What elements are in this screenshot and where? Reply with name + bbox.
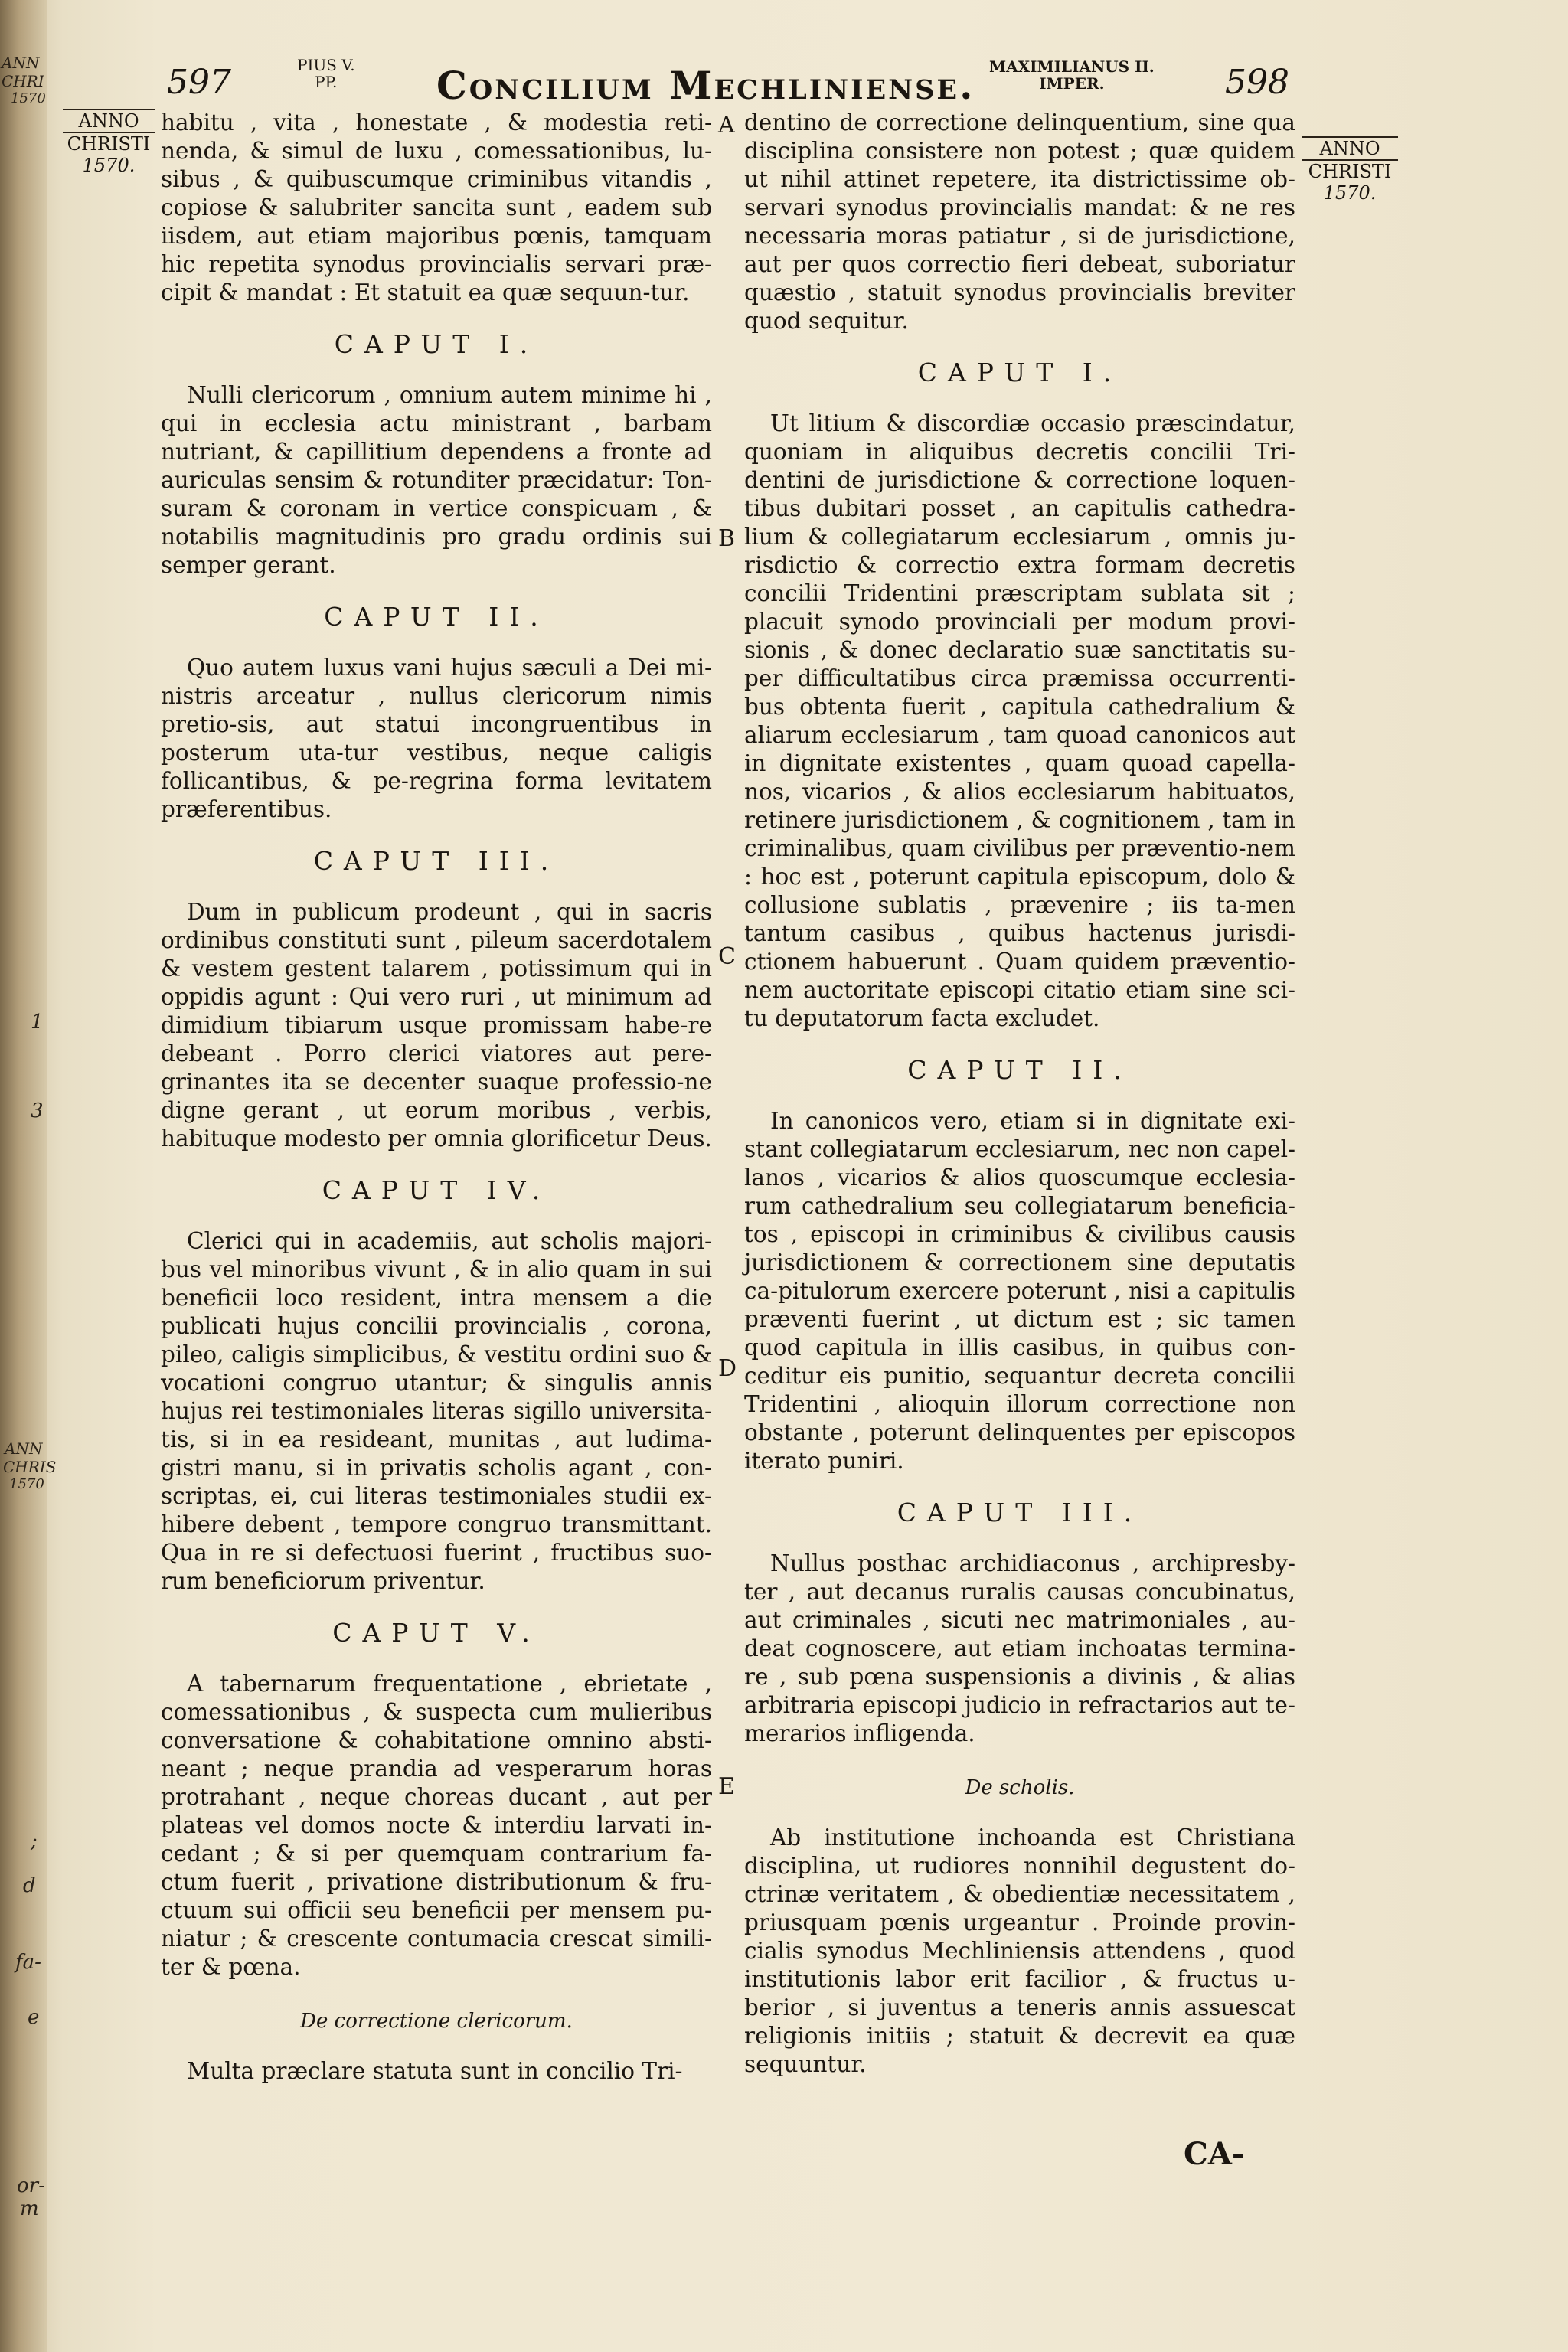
left-chapter-5-heading: CAPUT V. xyxy=(332,1618,541,1648)
edge-fragment: ; xyxy=(31,1830,38,1853)
left-closing-line: Multa præclare statuta sunt in concilio Tri- xyxy=(187,2058,683,2084)
left-intro-paragraph: habitu , vita , honestate , & modestia reti-nenda, & simul de luxu , comessationibus, lu-sibus , & quibuscumque criminibus vitandis , copiose & salubriter sancita sunt , eadem sub iisdem, aut etiam majoribus pœnis, tamquam hic repetita synodus provincialis servari præ-cipit & mandat : Et statuit ea quæ sequun-tur. xyxy=(161,109,712,305)
edge-fragment: or- xyxy=(17,2174,45,2197)
page-number-right: 598 xyxy=(1225,63,1289,102)
right-chapter-2-heading: CAPUT II. xyxy=(907,1055,1132,1085)
edge-fragment: 1 xyxy=(31,1011,44,1034)
year-word: ANNO xyxy=(1302,136,1398,161)
left-chapter-1-heading: CAPUT I. xyxy=(334,329,539,359)
edge-fragment: fa- xyxy=(15,1951,41,1974)
catchword: CA- xyxy=(1184,2136,1245,2172)
pope-label xyxy=(297,57,355,90)
edge-fragment: e xyxy=(28,2006,40,2029)
edge-fragment: ANN xyxy=(2,54,40,72)
edge-fragment: 1570 xyxy=(11,90,46,106)
edge-fragment: 3 xyxy=(31,1099,44,1122)
year-era: CHRISTI xyxy=(67,133,151,155)
year-number: 1570. xyxy=(82,155,136,176)
right-intro-paragraph: dentino de correctione delinquentium, sine qua disciplina consistere non potest ; quæ quidem ut nihil attinet repetere, ita districtissime ob-servari synodus provincialis mandat: & ne res necessaria moras patiatur , si de jurisdictione, aut per quos correctio fieri debeat, suboriatur quæstio , statuit synodus provincialis breviter quod sequitur. xyxy=(744,109,1295,334)
edge-fragment: m xyxy=(20,2197,39,2220)
pope-line-1: PIUS V. xyxy=(297,56,355,74)
margin-letter-b: B xyxy=(718,525,736,552)
left-chapter-2-heading: CAPUT II. xyxy=(324,602,549,632)
margin-letter-a: A xyxy=(718,112,735,139)
edge-fragment: CHRI xyxy=(2,72,44,90)
edge-fragment: 1570 xyxy=(9,1476,44,1492)
left-chapter-2-text: Quo autem luxus vani hujus sæculi a Dei mi-nistris arceatur , nullus clericorum nimis pretio-sis, aut statui incongruentibus in posterum uta-tur vestibus, neque caligis follicantibus, & pe-regrina forma levitatem præferentibus. xyxy=(161,655,712,822)
year-note-left xyxy=(63,109,155,176)
left-chapter-4-text: Clerici qui in academiis, aut scholis majori-bus vel minoribus vivunt , & in alio quam in sui beneficii loco resident, intra mensem a die publicati hujus concilii provincialis , corona, pileo, caligis simplicibus, & vestitu ordini suo & vocationi congruo utantur; & singulis annis hujus rei testimoniales literas sigillo universita-tis, si in ea resideant, munitas , aut ludima-gistri manu, si in privatis scholis agant , con-scriptas, ei, cui literas testimoniales studii ex-hibere debent , tempore congruo transmittant. Qua in re si defectuosi fuerint , fructibus suo-rum beneficiorum priventur. xyxy=(161,1228,712,1594)
pope-line-2: PP. xyxy=(315,73,338,91)
right-column xyxy=(744,109,1295,2079)
emperor-label xyxy=(989,58,1155,92)
margin-letter-e: E xyxy=(718,1773,735,1800)
right-chapter-1-text: Ut litium & discordiæ occasio præscindatur, quoniam in aliquibus decretis concilii Tri-dentini de jurisdictione & correctione loquen-tibus dubitari posset , an capitulis cathedra-lium & collegiatarum ecclesiarum , omnis ju-risdictio & correctio extra formam decretis concilii Tridentini præscriptam sublata sit ; placuit synodo provinciali per modum provi-sionis , & donec declaratio suæ sanctitatis su-per difficultatibus circa præmissa occurrenti-bus obtenta fuerit , capitula cathedralium & aliarum ecclesiarum , tam quoad canonicos aut in dignitate existentes , quam quoad capella-nos, vicarios , & alios ecclesiarum habituatos, retinere jurisdictionem , & cognitionem , tam in criminalibus, quam civilibus per præventio-nem : hoc est , poterunt capitula episcopum, dolo & collusione sublatis , prævenire ; iis ta-men tantum casibus , quibus hactenus jurisdi-ctionem habuerunt . Quam quidem præventio-nem auctoritate episcopi citatio etiam sine sci-tu deputatorum facta excludet. xyxy=(744,410,1295,1031)
emperor-line-2: IMPER. xyxy=(1039,74,1105,93)
margin-letter-c: C xyxy=(718,943,736,970)
right-chapter-1-heading: CAPUT I. xyxy=(917,358,1122,387)
right-chapter-3-text: Nullus posthac archidiaconus , archipresby-ter , aut decanus ruralis causas concubinatus, aut criminales , sicuti nec matrimoniales , au-deat cognoscere, aut etiam inchoatas termina-re , sub pœna suspensionis a divinis , & alias arbitraria episcopi judicio in refractarios aut te-merarios infligenda. xyxy=(744,1550,1295,1746)
edge-fragment: ANN xyxy=(5,1439,43,1458)
right-chapter-3-heading: CAPUT III. xyxy=(897,1498,1143,1527)
left-chapter-1-text: Nulli clericorum , omnium autem minime hi , qui in ecclesia actu ministrant , barbam nutriant, & capillitium dependens a fronte ad auriculas sensim & rotunditer præcidatur: Ton-suram & coronam in vertice conspicuam , & notabilis magnitudinis pro gradu ordinis sui semper gerant. xyxy=(161,382,712,578)
margin-letter-d: D xyxy=(718,1355,737,1382)
emperor-line-1: MAXIMILIANUS II. xyxy=(989,57,1155,76)
year-note-right xyxy=(1302,136,1398,204)
edge-fragment: CHRIS xyxy=(3,1458,57,1476)
left-chapter-3-heading: CAPUT III. xyxy=(313,846,560,876)
year-word: ANNO xyxy=(63,109,155,133)
left-subheading: De correctione clericorum. xyxy=(300,2010,573,2033)
page-number-left: 597 xyxy=(167,63,231,102)
right-scholis-text: Ab institutione inchoanda est Christiana disciplina, ut rudiores nonnihil degustent do-ctrinæ veritatem , & obedientiæ necessitatem , priusquam pœnis urgeantur . Proinde provin-cialis synodus Mechliniensis attendens , quod institutionis labor erit facilior , & fructus u-berior , si juventus a teneris annis assuescat religionis initiis ; statuit & decrevit ea quæ sequuntur. xyxy=(744,1824,1295,2077)
right-chapter-2-text: In canonicos vero, etiam si in dignitate exi-stant collegiatarum ecclesiarum, nec non capel-lanos , vicarios & alios quoscumque ecclesia-rum cathedralium seu collegiatarum beneficia-tos , episcopi in criminibus & civilibus causis jurisdictionem & correctionem sine deputatis ca-pitulorum exercere poterunt , nisi a capitulis præventi fuerint , ut dictum est ; sic tamen quod capitula in illis casibus, in quibus con-ceditur eis punitio, sequantur decreta concilii Tridentini , alioquin illorum correctione non obstante , poterunt delinquentes per episcopos iterato puniri. xyxy=(744,1108,1295,1474)
facing-page-edge xyxy=(0,0,57,2352)
right-subheading: De scholis. xyxy=(965,1776,1075,1799)
year-number: 1570. xyxy=(1323,182,1377,204)
page-title: Concilium Mechliniense. xyxy=(436,63,975,108)
left-chapter-3-text: Dum in publicum prodeunt , qui in sacris ordinibus constituti sunt , pileum sacerdotalem & vestem gestent talarem , potissimum qui in oppidis agunt : Qui vero ruri , ut minimum ad dimidium tibiarum usque promissam habe-re debeant . Porro clerici viatores aut pere-grinantes ita se decenter suaque professio-ne digne gerant , ut eorum moribus , verbis, habituque modesto per omnia glorificetur Deus. xyxy=(161,899,712,1152)
left-chapter-5-text: A tabernarum frequentatione , ebrietate , comessationibus , & suspecta cum mulieribus conversatione & cohabitatione omnino absti-neant ; neque prandia ad vesperarum horas protrahant , neque choreas ducant , aut per plateas vel domos nocte & interdiu larvati in-cedant ; & si per quemquam contrarium fa-ctum fuerit , privatione distributionum & fru-ctuum sui officii seu beneficii per mensem pu-niatur ; & crescente contumacia crescat simili-ter & pœna. xyxy=(161,1671,712,1980)
year-era: CHRISTI xyxy=(1308,161,1392,182)
edge-fragment: d xyxy=(23,1874,36,1897)
left-chapter-4-heading: CAPUT IV. xyxy=(322,1175,551,1205)
left-column xyxy=(161,109,712,2086)
